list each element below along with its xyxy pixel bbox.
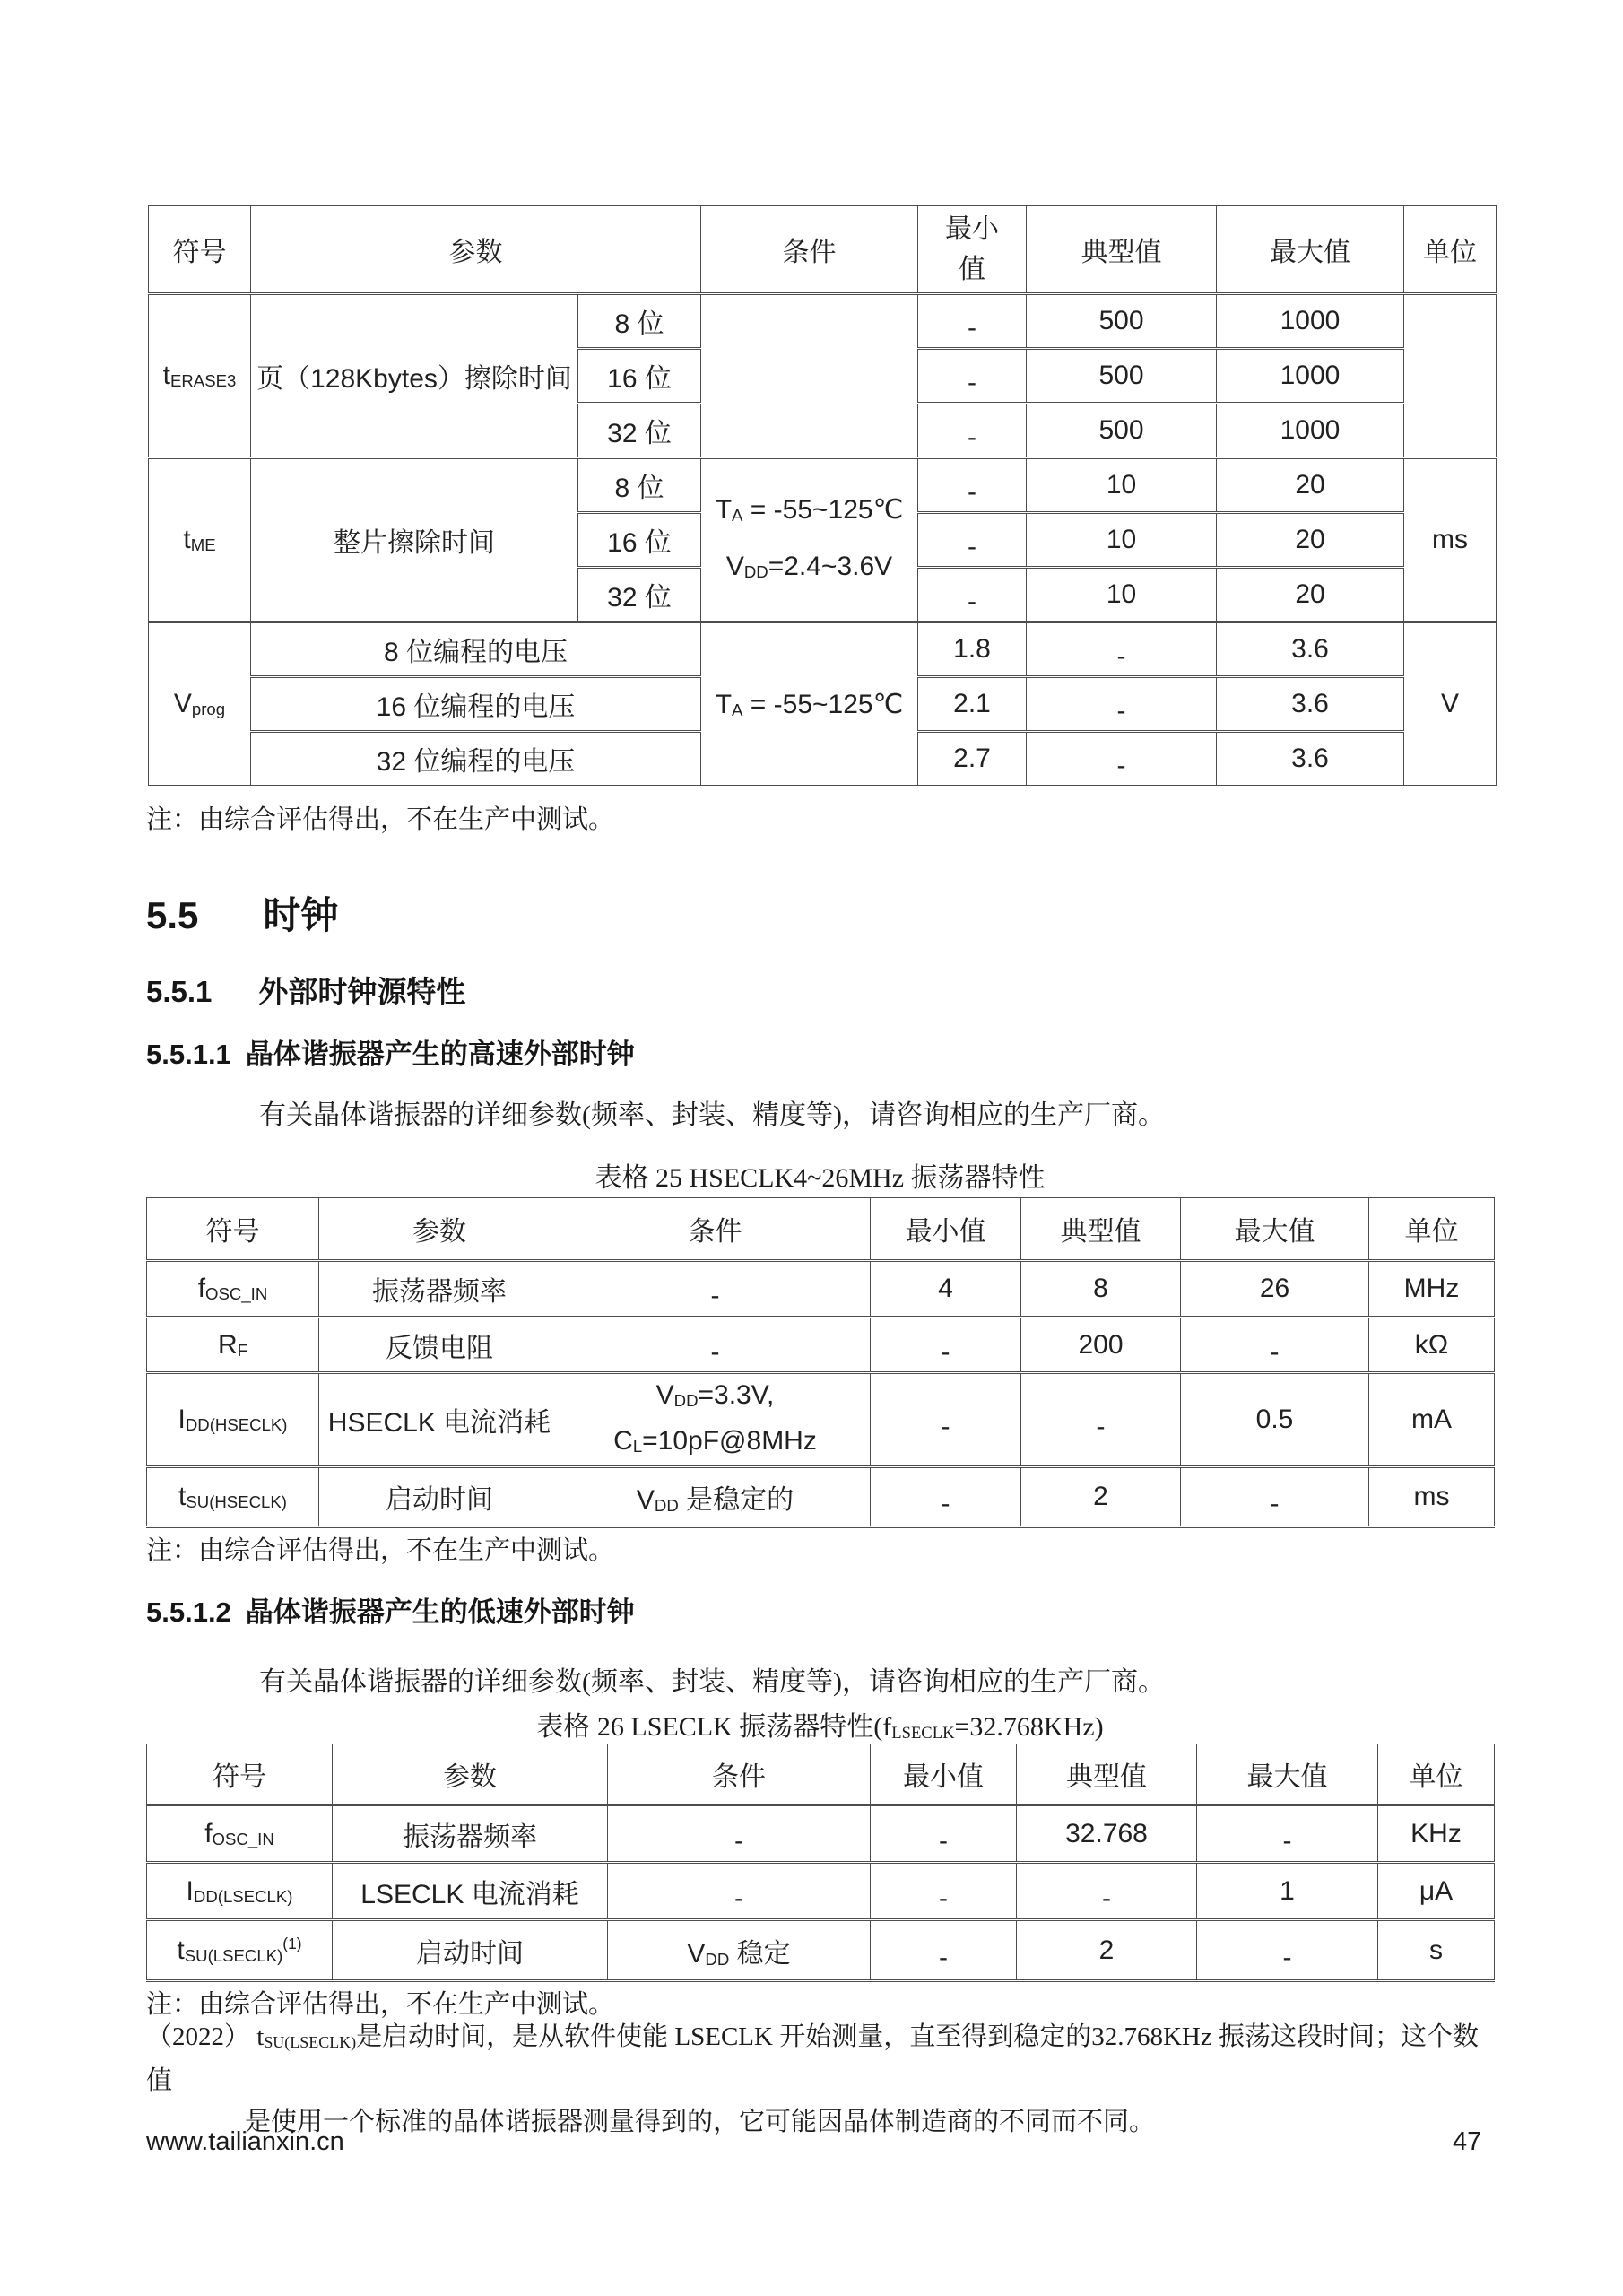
cell-unit: μA — [1378, 1863, 1495, 1920]
cell-min: - — [871, 1467, 1021, 1527]
section-number: 5.5.1 — [146, 975, 213, 1008]
cell-unit-empty — [1404, 294, 1497, 458]
cell-unit: V — [1404, 622, 1497, 787]
page-number: 47 — [1453, 2127, 1482, 2156]
cell-condition: $V_{DD}$ 是稳定的 — [560, 1467, 871, 1527]
cell-unit: kΩ — [1369, 1318, 1495, 1373]
cell-typ: 8 — [1021, 1261, 1181, 1318]
cell-parameter: 启动时间 — [319, 1467, 560, 1527]
col-header-typ: 典型值 — [1021, 1198, 1181, 1261]
section-heading-5-5 — [146, 886, 338, 940]
cell-typ: - — [1021, 1373, 1181, 1467]
section-heading-5-5-1 — [146, 969, 465, 1011]
col-header-min: 最小值 — [871, 1198, 1021, 1261]
min-header-label: 最小值 — [945, 214, 999, 284]
cell-symbol: $t_{ERASE3}$ — [149, 294, 251, 458]
cell-typ: 10 — [1027, 568, 1217, 622]
cell-min: - — [918, 404, 1027, 458]
cell-max: 1000 — [1217, 404, 1404, 458]
cell-condition: $V_{DD}=3.3V$, $C_L=10pF@8MHz$ — [560, 1373, 871, 1467]
section-number: 5.5.1.1 — [146, 1039, 231, 1070]
col-header-min — [918, 206, 1027, 294]
col-header-max: 最大值 — [1197, 1744, 1378, 1805]
table-row — [147, 1467, 1495, 1527]
cell-min: - — [918, 513, 1027, 568]
cell-min: - — [871, 1805, 1017, 1863]
cell-condition: - — [560, 1261, 871, 1318]
cell-max: 3.6 — [1217, 677, 1404, 732]
col-header-max: 最大值 — [1217, 206, 1404, 294]
cell-parameter: 页（128Kbytes）擦除时间 — [251, 294, 578, 458]
cell-max: - — [1181, 1318, 1369, 1373]
cell-unit: MHz — [1369, 1261, 1495, 1318]
col-header-parameter: 参数 — [319, 1198, 560, 1261]
cell-max: - — [1197, 1920, 1378, 1981]
cell-min: - — [918, 349, 1027, 404]
table-row — [147, 1920, 1495, 1981]
cell-bit-width: 8 位 — [578, 294, 701, 349]
cell-unit: mA — [1369, 1373, 1495, 1467]
cell-symbol: $R_F$ — [147, 1318, 319, 1373]
cell-min: - — [871, 1920, 1017, 1981]
cell-max: 1000 — [1217, 349, 1404, 404]
section-title: 外部时钟源特性 — [258, 975, 466, 1008]
cell-typ: 2 — [1017, 1920, 1197, 1981]
cell-typ: - — [1027, 677, 1217, 732]
cell-typ: 500 — [1027, 294, 1217, 349]
cell-parameter: 振荡器频率 — [333, 1805, 608, 1863]
cell-typ: 500 — [1027, 404, 1217, 458]
cell-max: 20 — [1217, 513, 1404, 568]
cell-min: - — [918, 294, 1027, 349]
table-row — [147, 1805, 1495, 1863]
cell-max: 3.6 — [1217, 732, 1404, 787]
cell-typ: 10 — [1027, 513, 1217, 568]
table25-note: 注：由综合评估得出，不在生产中测试。 — [146, 1536, 615, 1565]
cell-parameter: LSECLK 电流消耗 — [333, 1863, 608, 1920]
table-header-row — [147, 1744, 1495, 1805]
cell-bit-width: 32 位 — [578, 568, 701, 622]
footnote-line2: 是使用一个标准的晶体谐振器测量得到的，它可能因晶体制造商的不同而不同。 — [245, 2108, 1156, 2136]
cell-max: 26 — [1181, 1261, 1369, 1318]
table25-caption: 表格 25 HSECLK4~26MHz 振荡器特性 — [595, 1163, 1046, 1193]
col-header-typ: 典型值 — [1017, 1744, 1197, 1805]
footnote — [146, 2016, 1500, 2143]
flash-erase-program-table — [148, 205, 1497, 787]
paragraph: 有关晶体谐振器的详细参数(频率、封装、精度等)，请咨询相应的生产厂商。 — [259, 1667, 1165, 1697]
table-row — [149, 294, 1497, 349]
cell-parameter: 8 位编程的电压 — [251, 622, 701, 677]
cell-condition: $V_{DD}$ 稳定 — [608, 1920, 871, 1981]
cell-unit: KHz — [1378, 1805, 1495, 1863]
cell-parameter: 反馈电阻 — [319, 1318, 560, 1373]
cell-condition: $T_A$ = -55~125℃ — [701, 622, 918, 787]
cell-symbol: $t_{SU(HSECLK)}$ — [147, 1467, 319, 1527]
cell-typ: 10 — [1027, 458, 1217, 513]
cell-typ: 500 — [1027, 349, 1217, 404]
footer-url: www.tailianxin.cn — [146, 2127, 344, 2156]
cell-bit-width: 32 位 — [578, 404, 701, 458]
table1-note: 注：由综合评估得出，不在生产中测试。 — [146, 805, 615, 834]
section-title: 晶体谐振器产生的高速外部时钟 — [245, 1039, 635, 1070]
cell-min: 1.8 — [918, 622, 1027, 677]
hseclk-oscillator-table — [146, 1197, 1495, 1528]
cell-min: 2.1 — [918, 677, 1027, 732]
col-header-unit: 单位 — [1378, 1744, 1495, 1805]
section-number: 5.5.1.2 — [146, 1596, 231, 1628]
col-header-symbol: 符号 — [147, 1198, 319, 1261]
paragraph: 有关晶体谐振器的详细参数(频率、封装、精度等)，请咨询相应的生产厂商。 — [259, 1100, 1165, 1130]
cell-unit: s — [1378, 1920, 1495, 1981]
cell-typ: - — [1027, 732, 1217, 787]
cell-min: 2.7 — [918, 732, 1027, 787]
cell-parameter: HSECLK 电流消耗 — [319, 1373, 560, 1467]
cell-max: - — [1197, 1805, 1378, 1863]
section-heading-5-5-1-2 — [146, 1589, 635, 1630]
table-row — [147, 1261, 1495, 1318]
table-header-row — [147, 1198, 1495, 1261]
cell-symbol: $f_{OSC\_IN}$ — [147, 1805, 333, 1863]
col-header-unit: 单位 — [1404, 206, 1497, 294]
cell-max: 0.5 — [1181, 1373, 1369, 1467]
cell-min: - — [871, 1373, 1021, 1467]
cell-unit: ms — [1369, 1467, 1495, 1527]
col-header-symbol: 符号 — [147, 1744, 333, 1805]
cell-max: - — [1181, 1467, 1369, 1527]
cell-typ: - — [1027, 622, 1217, 677]
cell-symbol: $I_{DD(HSECLK)}$ — [147, 1373, 319, 1467]
cell-min: - — [871, 1863, 1017, 1920]
cell-parameter: 16 位编程的电压 — [251, 677, 701, 732]
col-header-condition: 条件 — [608, 1744, 871, 1805]
cell-typ: - — [1017, 1863, 1197, 1920]
cell-condition: $T_A$ = -55~125℃ $V_{DD}=2.4\sim 3.6V$ — [701, 458, 918, 622]
cell-parameter: 启动时间 — [333, 1920, 608, 1981]
cell-condition: - — [608, 1863, 871, 1920]
cell-min: - — [918, 568, 1027, 622]
cell-typ: 2 — [1021, 1467, 1181, 1527]
table-row — [147, 1373, 1495, 1467]
col-header-condition: 条件 — [560, 1198, 871, 1261]
col-header-condition: 条件 — [701, 206, 918, 294]
cell-min: 4 — [871, 1261, 1021, 1318]
cell-min: - — [918, 458, 1027, 513]
cell-max: 1000 — [1217, 294, 1404, 349]
cell-condition-empty — [701, 294, 918, 458]
cell-max: 3.6 — [1217, 622, 1404, 677]
cell-symbol: $V_{prog}$ — [149, 622, 251, 787]
col-header-min: 最小值 — [871, 1744, 1017, 1805]
col-header-parameter: 参数 — [251, 206, 701, 294]
cell-max: 20 — [1217, 568, 1404, 622]
col-header-symbol: 符号 — [149, 206, 251, 294]
cell-min: - — [871, 1318, 1021, 1373]
footnote-line1: （2022） $t_{SU(LSECLK)}$是启动时间，是从软件使能 LSECLK 开始测量，直至得到稳定的32.768KHz 振荡这段时间；这个数值 — [146, 2022, 1479, 2095]
cell-symbol: $t_{SU(LSECLK)}^{(1)}$ — [147, 1920, 333, 1981]
section-title: 时钟 — [263, 894, 339, 936]
col-header-parameter: 参数 — [333, 1744, 608, 1805]
col-header-unit: 单位 — [1369, 1198, 1495, 1261]
table-row — [149, 622, 1497, 677]
lseclk-oscillator-table — [146, 1744, 1495, 1982]
cell-unit: ms — [1404, 458, 1497, 622]
cell-bit-width: 8 位 — [578, 458, 701, 513]
cell-symbol: $t_{ME}$ — [149, 458, 251, 622]
table-header-row — [149, 206, 1497, 294]
table-row — [147, 1863, 1495, 1920]
cell-typ: 32.768 — [1017, 1805, 1197, 1863]
section-title: 晶体谐振器产生的低速外部时钟 — [245, 1596, 635, 1628]
cell-parameter: 32 位编程的电压 — [251, 732, 701, 787]
col-header-typ: 典型值 — [1027, 206, 1217, 294]
table26-note: 注：由综合评估得出，不在生产中测试。 — [146, 1990, 615, 2019]
cell-symbol: $f_{OSC\_IN}$ — [147, 1261, 319, 1318]
cell-parameter: 振荡器频率 — [319, 1261, 560, 1318]
cell-max: 20 — [1217, 458, 1404, 513]
cell-condition: - — [560, 1318, 871, 1373]
col-header-max: 最大值 — [1181, 1198, 1369, 1261]
cell-max: 1 — [1197, 1863, 1378, 1920]
cell-condition: - — [608, 1805, 871, 1863]
section-heading-5-5-1-1 — [146, 1031, 635, 1072]
cell-symbol: $I_{DD(LSECLK)}$ — [147, 1863, 333, 1920]
table-row — [147, 1318, 1495, 1373]
cell-typ: 200 — [1021, 1318, 1181, 1373]
section-number: 5.5 — [146, 894, 199, 936]
table26-caption: 表格 26 LSECLK 振荡器特性$(f_{LSECLK}=32.768KHz)$ — [536, 1712, 1104, 1744]
table-row — [149, 458, 1497, 513]
cell-bit-width: 16 位 — [578, 349, 701, 404]
cell-bit-width: 16 位 — [578, 513, 701, 568]
cell-parameter: 整片擦除时间 — [251, 458, 578, 622]
